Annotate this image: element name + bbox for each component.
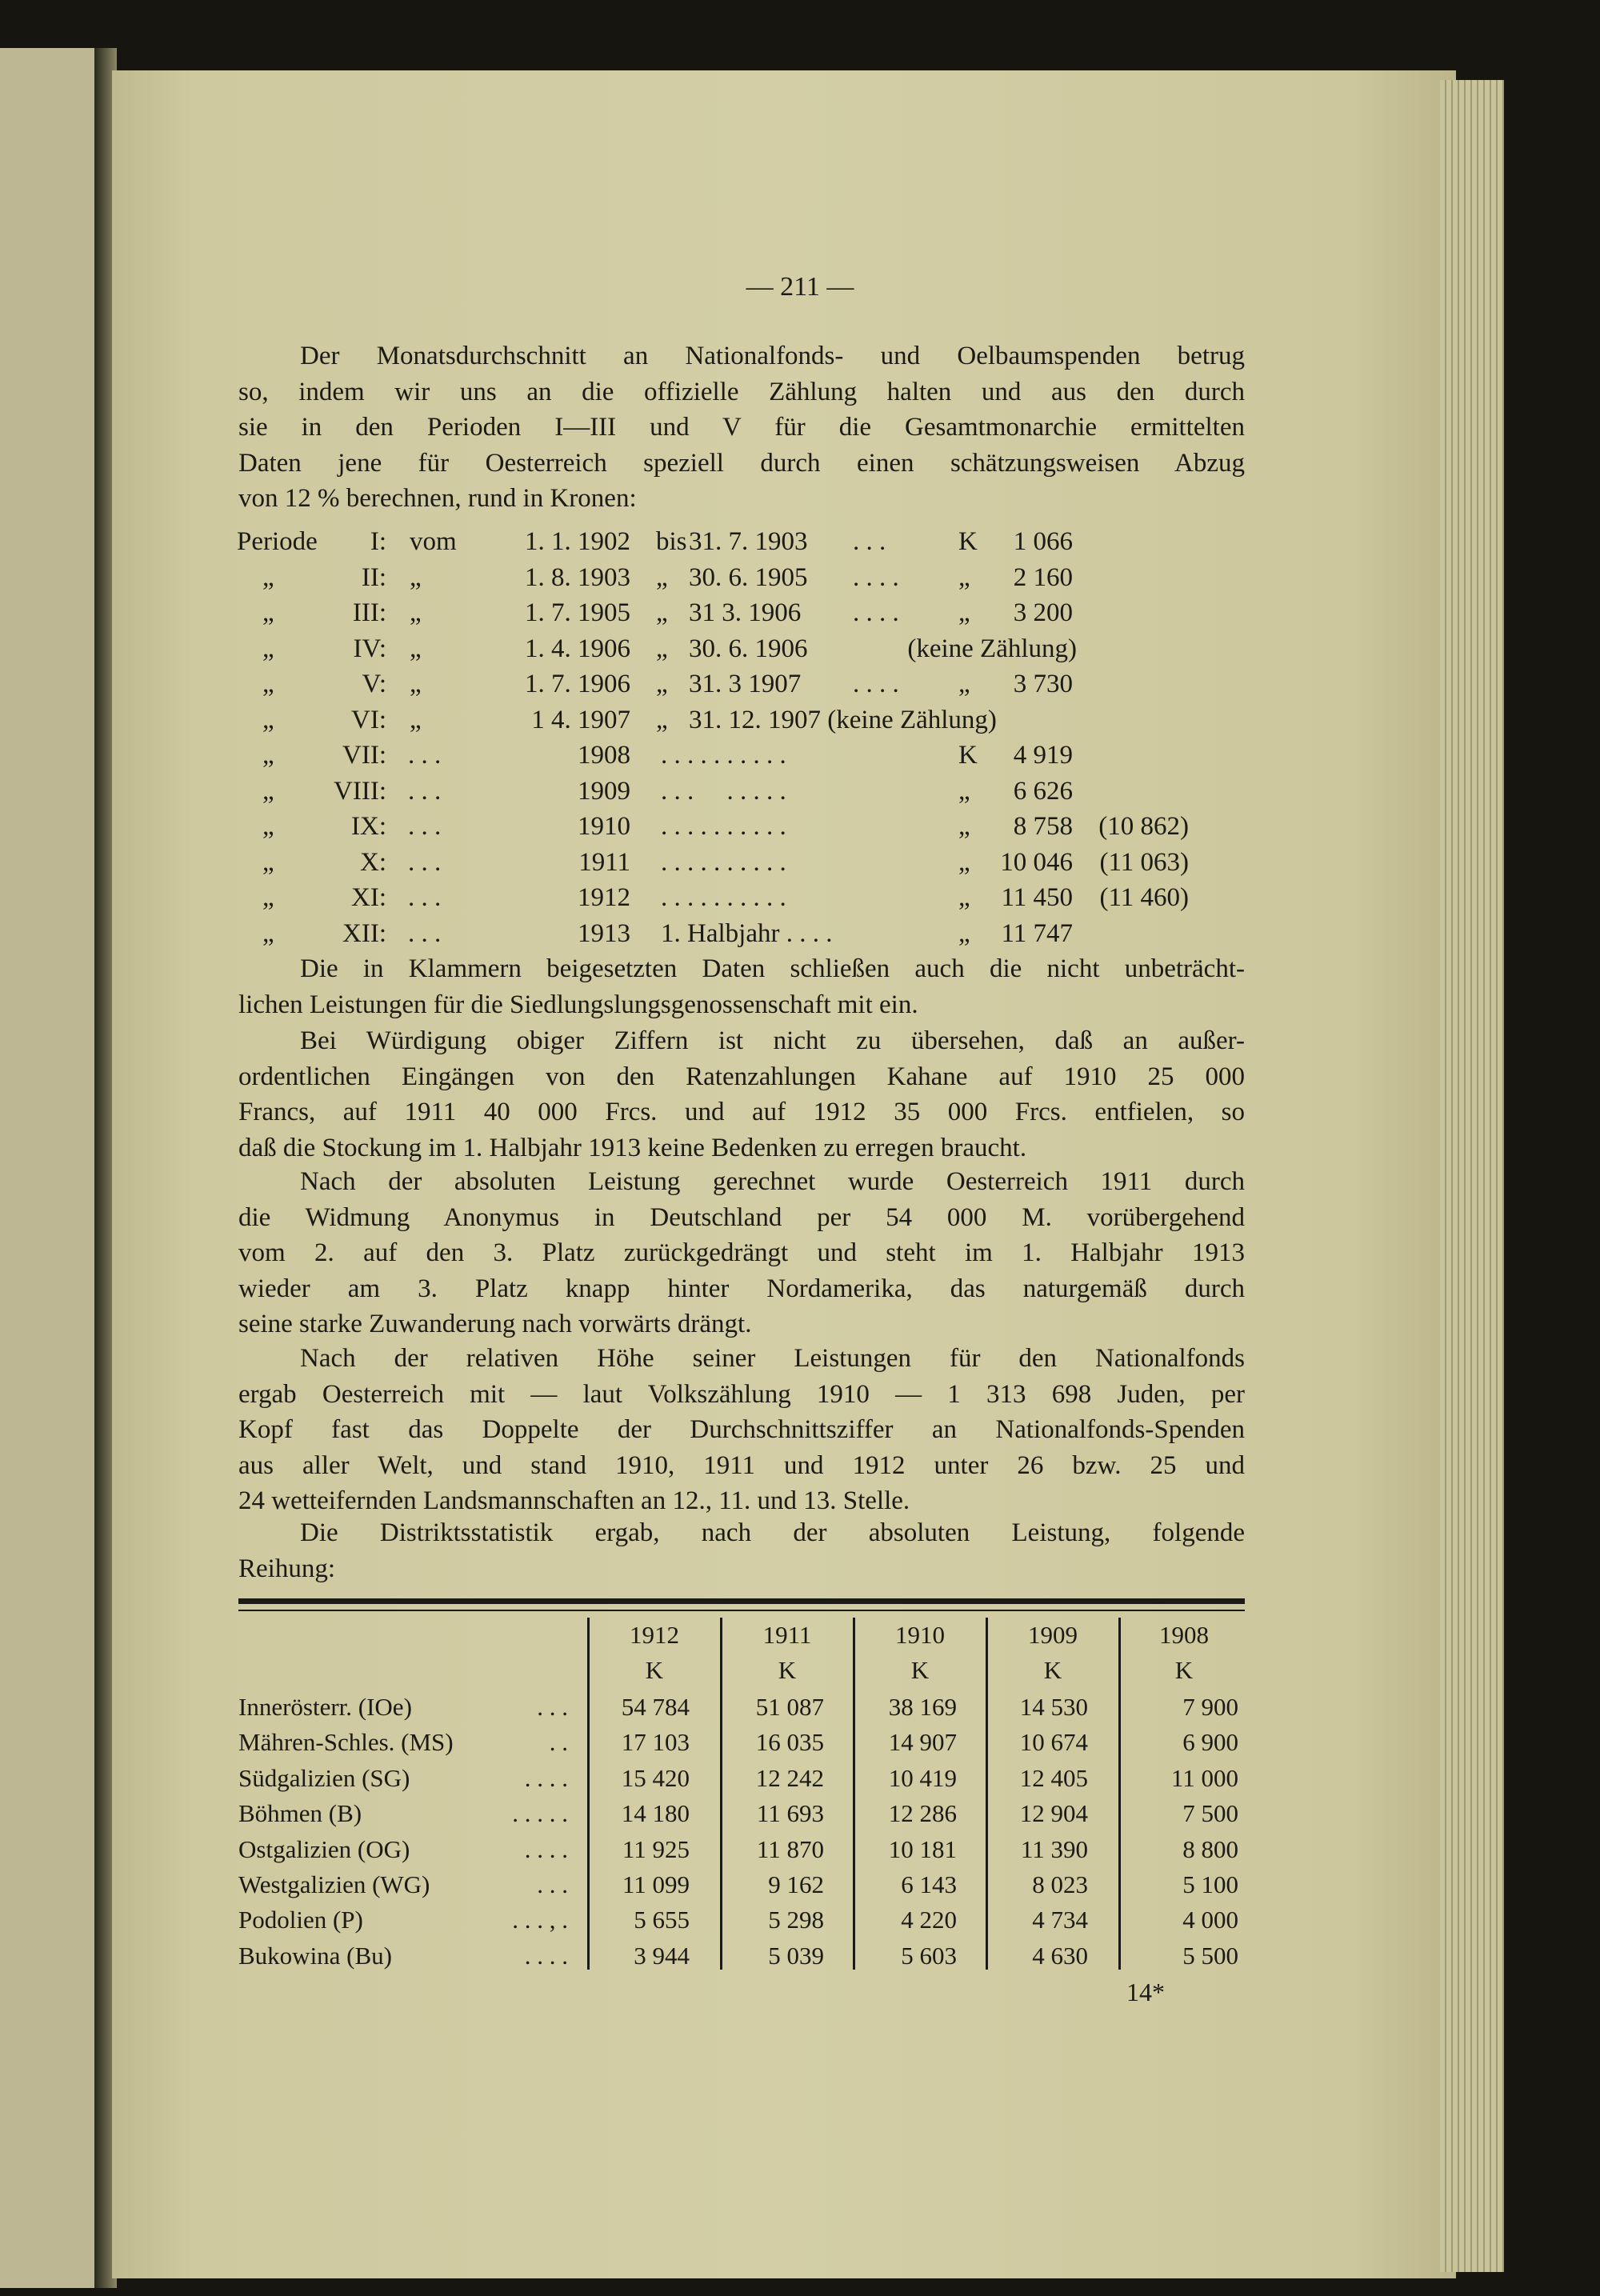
period-vom: „ (410, 634, 422, 663)
table-cell: 12 242 (755, 1763, 824, 1792)
table-row (238, 1725, 1245, 1760)
column-header-year: 1909 (1028, 1621, 1078, 1649)
period-from: 1. 7. 1905 (525, 598, 630, 627)
text-line: so, indem wir uns an die offizielle Zählung halten und aus den durch (238, 377, 1245, 406)
row-label: Ostgalizien (OG) (238, 1834, 410, 1863)
period-vom: vom (410, 527, 457, 556)
table-cell: 4 734 (1032, 1906, 1088, 1934)
table-header-units (238, 1653, 1245, 1688)
period-currency: „ (958, 670, 970, 698)
period-filler: . . . . . . . . . . (661, 847, 786, 877)
period-row (238, 809, 1245, 845)
period-row (238, 738, 1245, 774)
period-amount: 4 919 (1013, 741, 1073, 770)
table-cell: 8 800 (1182, 1834, 1238, 1863)
period-bis: „ (656, 562, 668, 592)
row-label: Podolien (P) (238, 1906, 363, 1934)
text-line: Reihung: (238, 1554, 335, 1583)
period-vom: „ (410, 670, 422, 698)
period-prefix: Periode (237, 527, 318, 556)
period-roman: XII: (342, 918, 386, 948)
table-cell: 3 944 (634, 1941, 690, 1970)
period-from: 1. 1. 1902 (525, 527, 630, 556)
period-list (238, 524, 1245, 951)
period-from: 1. 7. 1906 (525, 670, 630, 698)
row-leader-dots: . . . . (524, 1834, 568, 1863)
table-cell: 9 162 (768, 1870, 824, 1898)
text-line: 24 wetteifernden Landsmannschaften an 12., 11. und 13. Stelle. (238, 1486, 910, 1515)
table-cell: 6 143 (901, 1870, 957, 1898)
table-cell: 51 087 (755, 1693, 824, 1721)
paragraph-2 (238, 951, 1245, 1022)
table-row (238, 1832, 1245, 1867)
period-bis: „ (656, 598, 668, 627)
period-roman: II: (361, 562, 386, 592)
row-leader-dots: . . . , . (512, 1906, 568, 1934)
period-to: 31. 3 1907 (689, 670, 802, 698)
table-cell: 11 099 (622, 1870, 690, 1898)
period-amount: 3 200 (1013, 598, 1073, 627)
paragraph-1 (238, 338, 1245, 517)
table-cell: 4 220 (901, 1906, 957, 1934)
period-prefix: „ (262, 918, 274, 948)
period-vom: . . . (408, 918, 442, 948)
period-filler: . . . . . . . . . . (661, 883, 786, 912)
period-filler: . . . . . . . . . . (661, 741, 786, 770)
table-row (238, 1796, 1245, 1831)
paragraph-3 (238, 1023, 1245, 1166)
table-cell: 4 630 (1032, 1941, 1088, 1970)
text-line: aus aller Welt, und stand 1910, 1911 und 1912 unter 26 bzw. 25 und (238, 1450, 1245, 1480)
table-cell: 8 023 (1032, 1870, 1088, 1898)
period-from: 1912 (578, 883, 630, 912)
table-cell: 12 904 (1019, 1799, 1088, 1828)
table-cell: 54 784 (621, 1693, 690, 1721)
table-row (238, 1938, 1245, 1974)
table-cell: 5 039 (768, 1941, 824, 1970)
row-leader-dots: . . . . (524, 1941, 568, 1970)
column-header-unit: K (910, 1656, 930, 1684)
row-label: Südgalizien (SG) (238, 1763, 410, 1792)
row-leader-dots: . . (549, 1728, 568, 1757)
period-amount: 6 626 (1013, 776, 1073, 806)
period-amount: 11 747 (1001, 918, 1073, 948)
period-currency: „ (958, 562, 970, 592)
table-cell: 6 900 (1182, 1728, 1238, 1757)
text-line: seine starke Zuwanderung nach vorwärts drängt. (238, 1310, 752, 1338)
period-roman: X: (360, 847, 386, 877)
period-row (238, 524, 1245, 560)
paragraph-4 (238, 1164, 1245, 1342)
table-cell: 11 000 (1170, 1763, 1238, 1792)
column-header-unit: K (1043, 1656, 1062, 1684)
period-dots: . . . (853, 527, 886, 556)
text-line: Die Distriktsstatistik ergab, nach der absoluten Leistung, folgende (300, 1518, 1245, 1547)
period-prefix: „ (262, 670, 274, 698)
period-roman: IV: (353, 634, 386, 663)
text-line: Der Monatsdurchschnitt an Nationalfonds- und Oelbaumspenden betrug (300, 342, 1245, 370)
period-roman: VIII: (334, 776, 386, 806)
period-bis: „ (656, 705, 668, 734)
period-amount-incl: (11 063) (1099, 847, 1189, 877)
table-cell: 4 000 (1182, 1906, 1238, 1934)
period-amount-incl: (10 862) (1098, 812, 1189, 841)
table-row (238, 1902, 1245, 1938)
period-prefix: „ (262, 705, 274, 734)
row-label: Bukowina (Bu) (238, 1941, 393, 1970)
text-line: von 12 % berechnen, rund in Kronen: (238, 484, 637, 513)
period-prefix: „ (262, 598, 274, 627)
facing-page-edge (0, 48, 94, 2288)
period-currency: „ (958, 918, 970, 948)
table-cell: 17 103 (621, 1728, 690, 1757)
period-roman: VII: (342, 741, 386, 770)
column-header-year: 1912 (630, 1621, 679, 1649)
column-header-unit: K (645, 1656, 664, 1684)
period-prefix: „ (262, 634, 274, 663)
row-leader-dots: . . . . . (512, 1799, 568, 1828)
text-line: wieder am 3. Platz knapp hinter Nordamerika, das naturgemäß durch (238, 1274, 1245, 1303)
text-line: ordentlichen Eingängen von den Ratenzahlungen Kahane auf 1910 25 000 (238, 1062, 1245, 1091)
period-prefix: „ (262, 562, 274, 592)
period-row (238, 560, 1245, 596)
table-cell: 38 169 (888, 1693, 957, 1721)
row-label: Böhmen (B) (238, 1799, 362, 1828)
text-line: Bei Würdigung obiger Ziffern ist nicht zu übersehen, daß an außer- (300, 1026, 1245, 1055)
period-row (238, 880, 1245, 916)
table-cell: 11 693 (756, 1799, 824, 1828)
table-top-rule (238, 1598, 1245, 1604)
period-to: 31 3. 1906 (689, 598, 802, 627)
row-label: Mähren-Schles. (MS) (238, 1728, 454, 1757)
table-cell: 11 925 (622, 1834, 690, 1863)
period-vom: . . . (408, 847, 442, 877)
period-row (238, 595, 1245, 631)
period-vom: „ (410, 598, 422, 627)
period-vom: „ (410, 705, 422, 734)
row-leader-dots: . . . (537, 1870, 568, 1898)
period-bis: „ (656, 670, 668, 698)
text-line: vom 2. auf den 3. Platz zurückgedrängt und steht im 1. Halbjahr 1913 (238, 1238, 1245, 1267)
paragraph-5 (238, 1341, 1245, 1519)
table-cell: 11 390 (1020, 1834, 1088, 1863)
period-filler: 1. Halbjahr . . . . (661, 918, 833, 948)
period-roman: IX: (351, 812, 386, 841)
period-prefix: „ (262, 847, 274, 877)
text-line: lichen Leistungen für die Siedlungslungsgenossenschaft mit ein. (238, 990, 918, 1019)
text-line: Nach der relativen Höhe seiner Leistungen für den Nationalfonds (300, 1344, 1245, 1373)
period-to: 30. 6. 1905 (689, 562, 808, 592)
table-row (238, 1867, 1245, 1902)
period-row (238, 916, 1245, 952)
table-cell: 11 870 (756, 1834, 824, 1863)
page-number: — 211 — (746, 272, 854, 302)
column-header-unit: K (778, 1656, 797, 1684)
table-cell: 14 907 (888, 1728, 957, 1757)
table-cell: 16 035 (755, 1728, 824, 1757)
period-row (238, 702, 1245, 738)
period-amount: 3 730 (1013, 670, 1073, 698)
table-cell: 14 530 (1019, 1693, 1088, 1721)
period-dots: . . . . (853, 670, 899, 698)
text-line: sie in den Perioden I—III und V für die Gesamtmonarchie ermittelten (238, 413, 1245, 442)
period-amount: 11 450 (1001, 883, 1073, 912)
column-header-year: 1908 (1159, 1621, 1209, 1649)
period-currency: „ (958, 598, 970, 627)
period-filler: . . . . . . . . . . (661, 812, 786, 841)
period-from: 1911 (578, 847, 630, 877)
period-vom: . . . (408, 883, 442, 912)
period-vom: . . . (408, 741, 442, 770)
period-dots: . . . . (853, 562, 899, 592)
period-roman: XI: (351, 883, 386, 912)
paragraph-6 (238, 1515, 1245, 1586)
table-cell: 7 500 (1182, 1799, 1238, 1828)
table-cell: 5 603 (901, 1941, 957, 1970)
period-prefix: „ (262, 812, 274, 841)
period-to: 31. 7. 1903 (689, 527, 808, 556)
period-to: 31. 12. 1907 (keine Zählung) (689, 705, 997, 734)
period-amount: 10 046 (1000, 847, 1073, 877)
table-cell: 10 674 (1019, 1728, 1088, 1757)
text-line: Kopf fast das Doppelte der Durchschnittsziffer an Nationalfonds-Spenden (238, 1415, 1245, 1444)
period-from: 1910 (578, 812, 630, 841)
column-header-year: 1911 (762, 1621, 812, 1649)
period-from: 1909 (578, 776, 630, 806)
period-from: 1. 4. 1906 (525, 634, 630, 663)
period-row (238, 774, 1245, 810)
period-amount-incl: (11 460) (1099, 883, 1189, 912)
text-line: ergab Oesterreich mit — laut Volkszählung 1910 — 1 313 698 Juden, per (238, 1379, 1245, 1409)
table-cell: 14 180 (621, 1799, 690, 1828)
table-cell: 7 900 (1182, 1693, 1238, 1721)
column-header-year: 1910 (895, 1621, 945, 1649)
period-currency: K (958, 527, 978, 556)
text-line: die Widmung Anonymus in Deutschland per 54 000 M. vorübergehend (238, 1202, 1245, 1232)
period-roman: V: (362, 670, 386, 698)
row-leader-dots: . . . . (524, 1763, 568, 1792)
period-prefix: „ (262, 883, 274, 912)
period-amount: 1 066 (1013, 527, 1073, 556)
period-roman: I: (370, 527, 386, 556)
period-vom: „ (410, 562, 422, 592)
row-label: Westgalizien (WG) (238, 1870, 430, 1898)
period-amount: (keine Zählung) (907, 634, 1077, 663)
period-row (238, 666, 1245, 702)
period-filler: . . . . . . . . (661, 776, 786, 806)
period-currency: „ (958, 883, 970, 912)
period-roman: VI: (351, 705, 386, 734)
period-from: 1 4. 1907 (531, 705, 630, 734)
period-from: 1. 8. 1903 (525, 562, 630, 592)
period-amount: 8 758 (1013, 812, 1073, 841)
period-roman: III: (352, 598, 386, 627)
table-cell: 5 298 (768, 1906, 824, 1934)
period-bis: bis (656, 527, 687, 556)
period-dots: . . . . (853, 598, 899, 627)
signature-mark: 14* (1126, 1978, 1165, 2006)
page-stack-edge (1440, 80, 1504, 2272)
text-line: Die in Klammern beigesetzten Daten schließen auch die nicht unbeträcht- (300, 954, 1245, 983)
period-vom: . . . (408, 812, 442, 841)
period-from: 1908 (578, 741, 630, 770)
period-amount: 2 160 (1013, 562, 1073, 592)
column-header-unit: K (1174, 1656, 1194, 1684)
table-cell: 15 420 (621, 1763, 690, 1792)
table-cell: 12 405 (1019, 1763, 1088, 1792)
period-vom: . . . (408, 776, 442, 806)
period-currency: K (958, 741, 978, 770)
table-cell: 10 419 (888, 1763, 957, 1792)
table-header-years (238, 1618, 1245, 1653)
text-line: Daten jene für Oesterreich speziell durch einen schätzungsweisen Abzug (238, 448, 1245, 478)
period-row (238, 631, 1245, 667)
period-bis: „ (656, 634, 668, 663)
period-from: 1913 (578, 918, 630, 948)
period-currency: „ (958, 847, 970, 877)
period-currency: „ (958, 776, 970, 806)
period-prefix: „ (262, 741, 274, 770)
text-line: Francs, auf 1911 40 000 Frcs. und auf 1912 35 000 Frcs. entfielen, so (238, 1098, 1245, 1126)
table-top-rule-thin (238, 1610, 1245, 1611)
period-prefix: „ (262, 776, 274, 806)
table-row (238, 1761, 1245, 1796)
text-line: daß die Stockung im 1. Halbjahr 1913 keine Bedenken zu erregen braucht. (238, 1133, 1027, 1162)
row-leader-dots: . . . (537, 1693, 568, 1721)
period-row (238, 845, 1245, 881)
table-cell: 5 500 (1182, 1941, 1238, 1970)
row-label: Innerösterr. (IOe) (238, 1693, 412, 1721)
period-currency: „ (958, 812, 970, 841)
table-row (238, 1690, 1245, 1725)
text-line: Nach der absoluten Leistung gerechnet wurde Oesterreich 1911 durch (300, 1167, 1245, 1196)
period-to: 30. 6. 1906 (689, 634, 808, 663)
table-cell: 12 286 (888, 1799, 957, 1828)
table-cell: 10 181 (888, 1834, 957, 1863)
table-cell: 5 655 (634, 1906, 690, 1934)
table-cell: 5 100 (1182, 1870, 1238, 1898)
